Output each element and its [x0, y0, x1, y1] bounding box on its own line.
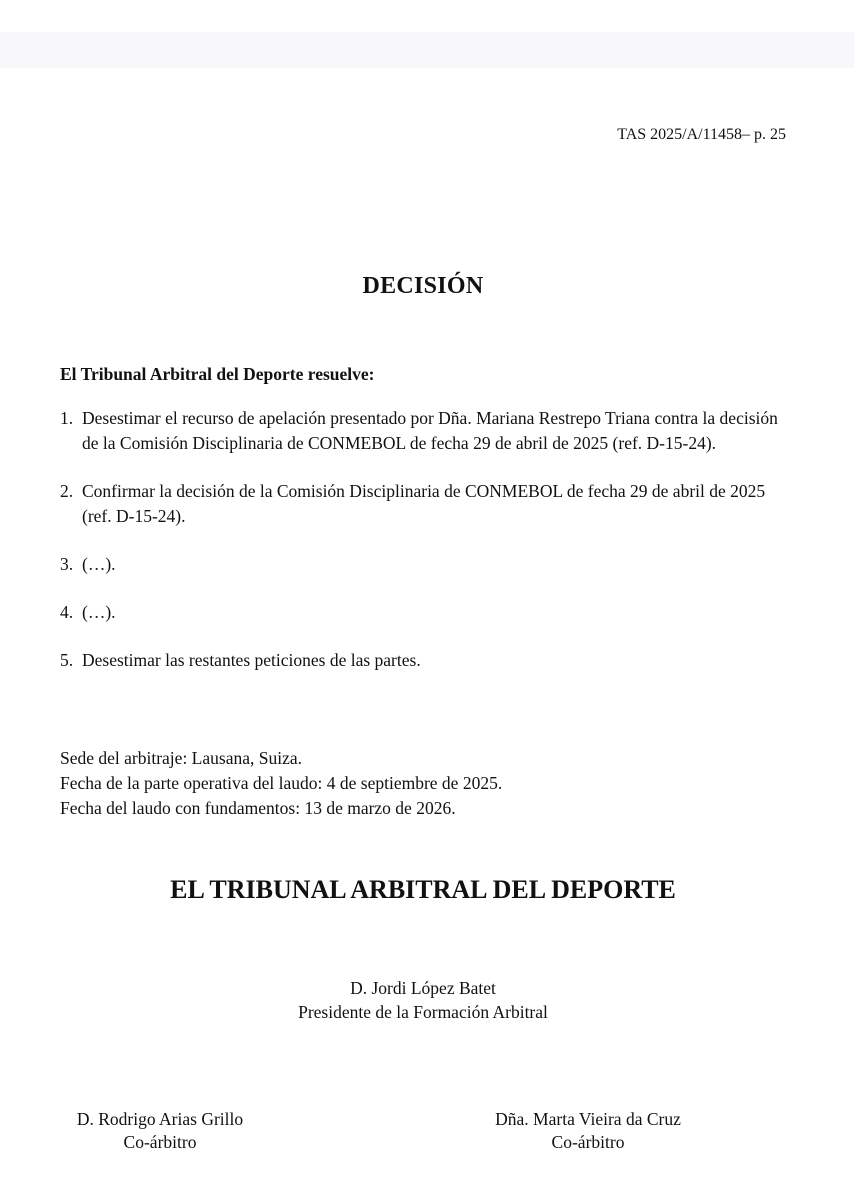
item-number: 4. [60, 602, 74, 622]
reasoned-date-line: Fecha del laudo con fundamentos: 13 de marzo de 2026. [60, 798, 456, 818]
item-text: Confirmar la decisión de la Comisión Disciplinaria de CONMEBOL de fecha 29 de abril de 2025 (ref. D-15-24). [82, 481, 766, 526]
arbitrator-signature-right [463, 1108, 713, 1154]
viewer-toolbar-strip [0, 32, 854, 68]
arbitrator-name: D. Rodrigo Arias Grillo [76, 1109, 244, 1129]
list-item [60, 479, 795, 529]
seat-line: Sede del arbitraje: Lausana, Suiza. [60, 748, 302, 768]
case-reference: TAS 2025/A/11458– p. 25 [617, 126, 786, 143]
arbitrator-signature-left [40, 1108, 280, 1154]
arbitration-details [60, 746, 502, 821]
president-name: D. Jordi López Batet [350, 978, 496, 998]
list-item [60, 552, 795, 577]
item-text: Desestimar el recurso de apelación presentado por Dña. Mariana Restrepo Triana contra la decisión de la Comisión Disciplinaria de CONMEBOL de fecha 29 de abril de 2025 (ref. D-15-24). [82, 408, 778, 453]
president-role: Presidente de la Formación Arbitral [298, 1002, 548, 1022]
item-number: 5. [60, 650, 74, 670]
list-item [60, 406, 795, 456]
decision-list [60, 406, 795, 696]
arbitrator-role: Co-árbitro [551, 1132, 625, 1152]
list-item [60, 600, 795, 625]
tribunal-heading: EL TRIBUNAL ARBITRAL DEL DEPORTE [170, 875, 676, 904]
item-text: Desestimar las restantes peticiones de las partes. [82, 650, 421, 670]
arbitrator-role: Co-árbitro [123, 1132, 197, 1152]
item-text: (…). [82, 602, 116, 622]
item-number: 2. [60, 481, 74, 501]
president-signature-block [0, 976, 846, 1024]
viewer-top-bar [0, 0, 854, 68]
item-text: (…). [82, 554, 116, 574]
item-number: 1. [60, 408, 74, 428]
decision-intro: El Tribunal Arbitral del Deporte resuelve: [60, 364, 375, 384]
operative-date-line: Fecha de la parte operativa del laudo: 4 de septiembre de 2025. [60, 773, 503, 793]
list-item [60, 648, 795, 673]
item-number: 3. [60, 554, 74, 574]
arbitrator-name: Dña. Marta Vieira da Cruz [495, 1109, 681, 1129]
page-title: DECISIÓN [362, 273, 484, 299]
